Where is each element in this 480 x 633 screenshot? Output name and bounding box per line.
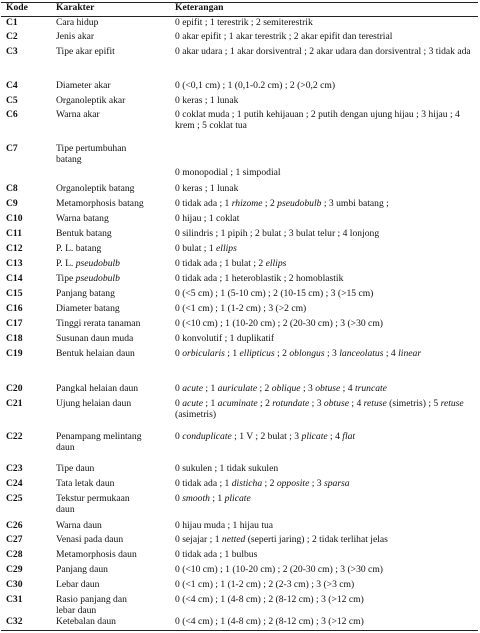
row-description: 0 silindris ; 1 pipih ; 2 bulat ; 3 bulat telur ; 4 lonjong <box>175 228 380 239</box>
row-character: Penampang melintang daun <box>56 431 142 453</box>
row-description: 0 (<4 cm) ; 1 (4-8 cm) ; 2 (8-12 cm) ; 3 (>12 cm) <box>175 616 364 627</box>
row-code: C18 <box>6 333 23 344</box>
row-code: C16 <box>6 303 23 314</box>
row-character: Panjang batang <box>56 288 115 299</box>
row-description: 0 tidak ada ; 1 heteroblastik ; 2 homoblastik <box>175 273 344 284</box>
row-character: Susunan daun muda <box>56 333 134 344</box>
row-description: 0 conduplicate ; 1 V ; 2 bulat ; 3 plicate ; 4 flat <box>175 431 356 442</box>
row-description: 0 tidak ada ; 1 bulbus <box>175 549 258 560</box>
row-character: P. L. batang <box>56 243 102 254</box>
row-description: 0 acute ; 1 auriculate ; 2 oblique ; 3 obtuse ; 4 truncate <box>175 383 387 394</box>
row-description: 0 (<10 cm) ; 1 (10-20 cm) ; 2 (20-30 cm) ; 3 (>30 cm) <box>175 564 383 575</box>
row-description: 0 bulat ; 1 ellips <box>175 243 237 254</box>
row-character: Warna akar <box>56 109 100 120</box>
row-code: C26 <box>6 520 23 531</box>
table-bottom-rule <box>1 630 478 631</box>
row-description: 0 (<5 cm) ; 1 (5-10 cm) ; 2 (10-15 cm) ; 3 (>15 cm) <box>175 288 374 299</box>
row-character: P. L. pseudobulb <box>56 258 120 269</box>
row-description: 0 (<1 cm) ; 1 (1-2 cm) ; 3 (>2 cm) <box>175 303 307 314</box>
row-code: C11 <box>6 228 22 239</box>
row-character: Diameter akar <box>56 80 111 91</box>
row-character: Organoleptik akar <box>56 95 126 106</box>
row-code: C28 <box>6 549 23 560</box>
row-code: C14 <box>6 273 23 284</box>
row-code: C17 <box>6 318 23 329</box>
row-code: C15 <box>6 288 23 299</box>
row-code: C7 <box>6 143 18 154</box>
row-character: Tipe pertumbuhan batang <box>56 143 127 165</box>
row-description: 0 sukulen ; 1 tidak sukulen <box>175 463 279 474</box>
row-character: Ujung helaian daun <box>56 398 132 409</box>
header-keterangan: Keterangan <box>175 2 224 13</box>
header-kode: Kode <box>6 2 28 13</box>
row-code: C31 <box>6 594 23 605</box>
row-code: C27 <box>6 534 23 545</box>
row-description: 0 acute ; 1 acuminate ; 2 rotundate ; 3 obtuse ; 4 retuse (simetris) ; 5 retuse (asimetris) <box>175 398 464 420</box>
row-character: Metamorphosis daun <box>56 549 137 560</box>
row-code: C25 <box>6 493 23 504</box>
row-character: Panjang daun <box>56 564 108 575</box>
row-code: C10 <box>6 213 23 224</box>
row-code: C19 <box>6 348 23 359</box>
row-code: C13 <box>6 258 23 269</box>
row-description: 0 (<0,1 cm) ; 1 (0,1-0.2 cm) ; 2 (>0,2 cm) <box>175 80 336 91</box>
row-code: C6 <box>6 109 18 120</box>
row-character: Tinggi rerata tanaman <box>56 318 141 329</box>
row-character: Tipe pseudobulb <box>56 273 120 284</box>
row-description: 0 monopodial ; 1 simpodial <box>175 167 281 178</box>
row-code: C5 <box>6 95 18 106</box>
row-description: 0 (<10 cm) ; 1 (10-20 cm) ; 2 (20-30 cm) ; 3 (>30 cm) <box>175 318 383 329</box>
row-description: 0 epifit ; 1 terestrik ; 2 semiterestrik <box>175 17 313 28</box>
row-character: Metamorphosis batang <box>56 198 144 209</box>
row-character: Tipe akar epifit <box>56 46 115 57</box>
row-code: C1 <box>6 17 18 28</box>
row-character: Warna batang <box>56 213 109 224</box>
row-description: 0 akar udara ; 1 akar dorsiventral ; 2 akar udara dan dorsiventral ; 3 tidak ada <box>175 46 471 57</box>
row-character: Jenis akar <box>56 31 95 42</box>
row-description: 0 tidak ada ; 1 bulat ; 2 ellips <box>175 258 287 269</box>
row-character: Tipe daun <box>56 463 95 474</box>
row-character: Tekstur permukaan daun <box>56 493 130 515</box>
row-description: 0 keras ; 1 lunak <box>175 95 239 106</box>
row-character: Lebar daun <box>56 579 100 590</box>
row-code: C20 <box>6 383 23 394</box>
row-code: C3 <box>6 46 18 57</box>
row-code: C2 <box>6 31 18 42</box>
row-code: C22 <box>6 431 23 442</box>
row-description: 0 (<4 cm) ; 1 (4-8 cm) ; 2 (8-12 cm) ; 3 (>12 cm) <box>175 594 364 605</box>
row-character: Tata letak daun <box>56 478 115 489</box>
row-code: C12 <box>6 243 23 254</box>
row-character: Bentuk helaian daun <box>56 348 135 359</box>
row-description: 0 konvolutif ; 1 duplikatif <box>175 333 275 344</box>
row-character: Rasio panjang dan lebar daun <box>56 594 127 616</box>
row-code: C8 <box>6 183 18 194</box>
row-description: 0 tidak ada ; 1 rhizome ; 2 pseudobulb ; 3 umbi batang ; <box>175 198 389 209</box>
header-karakter: Karakter <box>56 2 95 13</box>
row-code: C32 <box>6 616 23 627</box>
row-description: 0 hijau ; 1 coklat <box>175 213 240 224</box>
row-character: Bentuk batang <box>56 228 112 239</box>
row-description: 0 coklat muda ; 1 putih kehijauan ; 2 putih dengan ujung hijau ; 3 hijau ; 4 krem ; 5 coklat tua <box>175 109 460 131</box>
row-character: Diameter batang <box>56 303 120 314</box>
row-description: 0 orbicularis ; 1 ellipticus ; 2 oblongus ; 3 lanceolatus ; 4 linear <box>175 348 422 359</box>
row-character: Organoleptik batang <box>56 183 135 194</box>
row-description: 0 sejajar ; 1 netted (seperti jaring) ; 2 tidak terlihat jelas <box>175 534 388 545</box>
row-character: Cara hidup <box>56 17 99 28</box>
row-code: C9 <box>6 198 18 209</box>
row-code: C4 <box>6 80 18 91</box>
row-character: Pangkal helaian daun <box>56 383 139 394</box>
row-code: C30 <box>6 579 23 590</box>
row-character: Venasi pada daun <box>56 534 124 545</box>
row-code: C29 <box>6 564 23 575</box>
row-description: 0 (<1 cm) ; 1 (1-2 cm) ; 2 (2-3 cm) ; 3 (>3 cm) <box>175 579 355 590</box>
row-description: 0 hijau muda ; 1 hijau tua <box>175 520 274 531</box>
row-character: Ketebalan daun <box>56 616 116 627</box>
row-code: C24 <box>6 478 23 489</box>
row-description: 0 akar epifit ; 1 akar terestrik ; 2 akar epifit dan terestrial <box>175 31 393 42</box>
row-code: C23 <box>6 463 23 474</box>
row-description: 0 smooth ; 1 plicate <box>175 493 251 504</box>
row-description: 0 tidak ada ; 1 disticha ; 2 opposite ; 3 sparsa <box>175 478 350 489</box>
row-code: C21 <box>6 398 23 409</box>
row-description: 0 keras ; 1 lunak <box>175 183 239 194</box>
row-character: Warna daun <box>56 520 102 531</box>
